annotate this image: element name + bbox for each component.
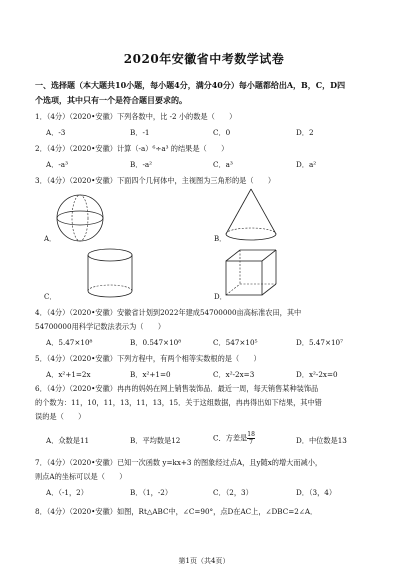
section-instructions bbox=[35, 78, 390, 108]
fraction-denominator: 7 bbox=[249, 439, 253, 446]
question-4-stem bbox=[35, 306, 383, 334]
cube-figure bbox=[222, 247, 278, 299]
q4-line-2: 54700000用科学记数法表示为（ ） bbox=[35, 322, 166, 331]
question-5-stem: 5．（4分）（2020•安徽）下列方程中，有两个相等实数根的是（ ） bbox=[35, 354, 261, 363]
section-line-1: 一、选择题（本大题共10小题，每小题4分，满分40分）每小题都给出A，B，C，D四 bbox=[35, 80, 346, 90]
q1-option-d: D．2 bbox=[296, 128, 314, 137]
question-2-stem: 2．（4分）（2020•安徽）计算（-a）⁶÷a³ 的结果是（ ） bbox=[35, 144, 229, 153]
q5-option-b: B．x²+1=0 bbox=[130, 370, 171, 379]
cylinder-figure bbox=[82, 247, 138, 299]
q7-option-b: B．（1，-2） bbox=[130, 488, 173, 497]
q5-option-c: C．x²-2x=3 bbox=[213, 370, 255, 379]
q6-option-b: B．平均数是12 bbox=[130, 436, 181, 445]
question-7-stem bbox=[35, 456, 383, 484]
cone-figure bbox=[222, 186, 280, 244]
q7-line-1: 7．（4分）（2020•安徽）已知一次函数 y=kx+3 的图象经过点A，且y随x的增大而减小， bbox=[35, 458, 323, 467]
q6-line-3: 误的是（ ） bbox=[35, 412, 86, 421]
q4-option-b: B．0.547×10⁸ bbox=[130, 338, 182, 347]
q2-option-d: D．a² bbox=[296, 160, 317, 169]
q4-line-1: 4．（4分）（2020•安徽）安徽省计划到2022年建成54700000亩高标准农田，其中 bbox=[35, 308, 302, 317]
q3-label-b: B． bbox=[214, 235, 227, 243]
q6-option-a: A．众数是11 bbox=[46, 436, 90, 445]
q7-option-a: A．（-1，2） bbox=[46, 488, 88, 497]
q7-option-c: C．（2，3） bbox=[213, 488, 253, 497]
q1-option-c: C．0 bbox=[213, 128, 231, 137]
q4-option-c: C．547×10⁵ bbox=[213, 338, 258, 347]
question-3-stem: 3．（4分）（2020•安徽）下面四个几何体中，主视图为三角形的是（ ） bbox=[35, 176, 276, 185]
q4-option-a: A．5.47×10⁸ bbox=[46, 338, 93, 347]
q2-option-b: B．-a² bbox=[130, 160, 153, 169]
page-footer: 第1页（共4页） bbox=[178, 557, 230, 565]
q6-option-c-label: C．方差是 bbox=[213, 433, 248, 443]
q7-option-d: D．（3，4） bbox=[296, 488, 337, 497]
q3-label-a: A． bbox=[44, 235, 57, 243]
q3-label-d: D． bbox=[214, 293, 227, 301]
question-6-stem bbox=[35, 382, 383, 424]
q3-label-c: C． bbox=[44, 293, 57, 301]
q6-line-1: 6．（4分）（2020•安徽）冉冉的妈妈在网上销售装饰品．最近一周，每天销售某种装饰品 bbox=[35, 384, 319, 393]
q2-option-c: C．a³ bbox=[213, 160, 233, 169]
q6-option-d: D．中位数是13 bbox=[296, 436, 347, 445]
q1-option-a: A．-3 bbox=[46, 128, 66, 137]
q5-option-d: D．x²-2x=0 bbox=[296, 370, 338, 379]
fraction-numerator: 18 bbox=[247, 431, 255, 438]
q6-option-c bbox=[213, 431, 255, 446]
sphere-figure bbox=[52, 192, 108, 244]
q2-option-a: A．-a³ bbox=[46, 160, 68, 169]
q4-option-d: D．5.47×10⁷ bbox=[296, 338, 344, 347]
q5-option-a: A．x²+1=2x bbox=[46, 370, 91, 379]
page-title: 2020年安徽省中考数学试卷 bbox=[123, 52, 285, 66]
q7-line-2: 则点A的坐标可以是（ ） bbox=[35, 472, 127, 481]
q1-option-b: B．-1 bbox=[130, 128, 150, 137]
variance-fraction bbox=[247, 431, 255, 446]
question-1-stem: 1．（4分）（2020•安徽）下列各数中，比 -2 小的数是（ ） bbox=[35, 112, 237, 121]
section-line-2: 个选项，其中只有一个是符合题目要求的。 bbox=[35, 95, 187, 105]
question-8-stem: 8．（4分）（2020•安徽）如图，Rt△ABC中，∠C=90°，点D在AC上，∠DBC=2∠A． bbox=[35, 507, 318, 516]
q6-line-2: 的个数为：11，10，11，13，11，13，15．关于这组数据，冉冉得出如下结果，其中错 bbox=[35, 398, 322, 407]
